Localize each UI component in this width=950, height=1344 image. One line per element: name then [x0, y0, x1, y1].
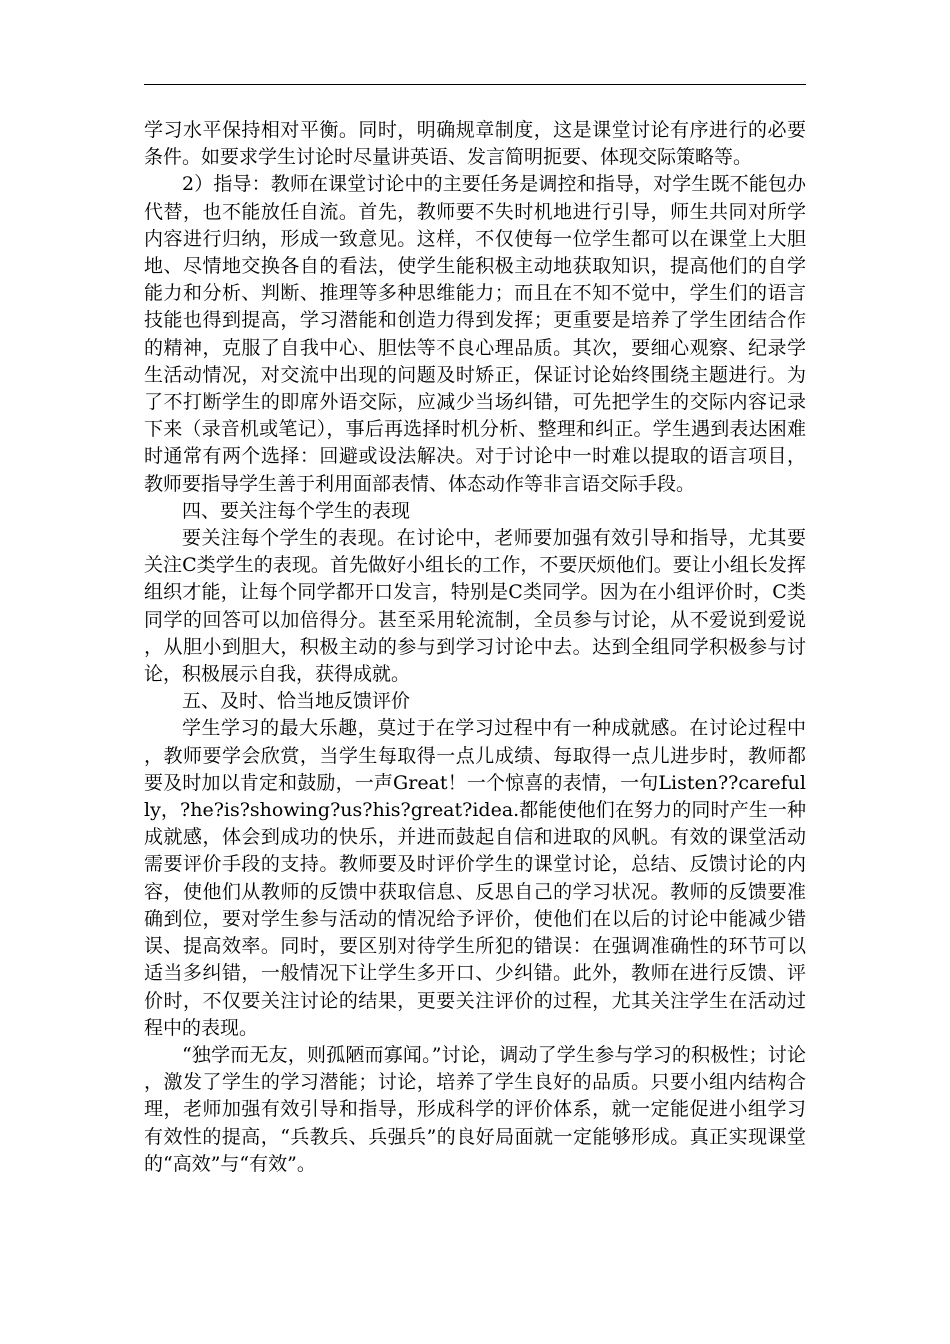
document-body — [144, 117, 806, 1178]
section-heading-5: 五、及时、恰当地反馈评价 — [182, 690, 411, 713]
header-rule — [144, 84, 806, 85]
paragraph-2: 2）指导：教师在课堂讨论中的主要任务是调控和指导，对学生既不能包办代替，也不能放任自流。首先，教师要不失时机地进行引导，师生共同对所学内容进行归纳，形成一致意见。这样，不仅使每一位学生都可以在课堂上大胆地、尽情地交换各自的看法，使学生能积极主动地获取知识，提高他们的自学能力和分析、判断、推理等多种思维能力；而且在不知不觉中，学生们的语言技能也得到提高，学习潜能和创造力得到发挥；更重要是培养了学生团结合作的精神，克服了自我中心、胆怯等不良心理品质。其次，要细心观察、纪录学生活动情况，对交流中出现的问题及时矫正，保证讨论始终围绕主题进行。为了不打断学生的即席外语交际，应减少当场纠错，可先把学生的交际内容记录下来（录音机或笔记），事后再选择时机分析、整理和纠正。学生遇到表达困难时通常有两个选择：回避或设法解决。对于讨论中一时难以提取的语言项目，教师要指导学生善于利用面部表情、体态动作等非言语交际手段。 — [144, 173, 806, 495]
paragraph-3: 要关注每个学生的表现。在讨论中，老师要加强有效引导和指导，尤其要关注C类学生的表现。首先做好小组长的工作，不要厌烦他们。要让小组长发挥组织才能，让每个同学都开口发言，特别是C类同学。因为在小组评价时，C类同学的回答可以加倍得分。甚至采用轮流制，全员参与讨论，从不爱说到爱说，从胆小到胆大，积极主动的参与到学习讨论中去。达到全组同学积极参与讨论，积极展示自我，获得成就。 — [144, 527, 806, 686]
paragraph-1: 学习水平保持相对平衡。同时，明确规章制度，这是课堂讨论有序进行的必要条件。如要求学生讨论时尽量讲英语、发言简明扼要、体现交际策略等。 — [144, 119, 806, 169]
section-heading-4: 四、要关注每个学生的表现 — [182, 499, 411, 522]
paragraph-4: 学生学习的最大乐趣，莫过于在学习过程中有一种成就感。在讨论过程中，教师要学会欣赏，当学生每取得一点儿成绩、每取得一点儿进步时，教师都要及时加以肯定和鼓励，一声Great！一个惊喜的表情，一句Listen??carefully，?he?is?showing?us?his?great?idea.都能使他们在努力的同时产生一种成就感，体会到成功的快乐，并进而鼓起自信和进取的风帆。有效的课堂活动需要评价手段的支持。教师要及时评价学生的课堂讨论，总结、反馈讨论的内容，使他们从教师的反馈中获取信息、反思自己的学习状况。教师的反馈要准确到位，要对学生参与活动的情况给予评价，使他们在以后的讨论中能减少错误、提高效率。同时，要区别对待学生所犯的错误：在强调准确性的环节可以适当多纠错，一般情况下让学生多开口、少纠错。此外，教师在进行反馈、评价时，不仅要关注讨论的结果，更要关注评价的过程，尤其关注学生在活动过程中的表现。 — [144, 717, 806, 1039]
paragraph-5: “独学而无友，则孤陋而寡闻。”讨论，调动了学生参与学习的积极性；讨论，激发了学生的学习潜能；讨论，培养了学生良好的品质。只要小组内结构合理，老师加强有效引导和指导，形成科学的评价体系，就一定能促进小组学习有效性的提高，“兵教兵、兵强兵”的良好局面就一定能够形成。真正实现课堂的“高效”与“有效”。 — [144, 1043, 806, 1175]
